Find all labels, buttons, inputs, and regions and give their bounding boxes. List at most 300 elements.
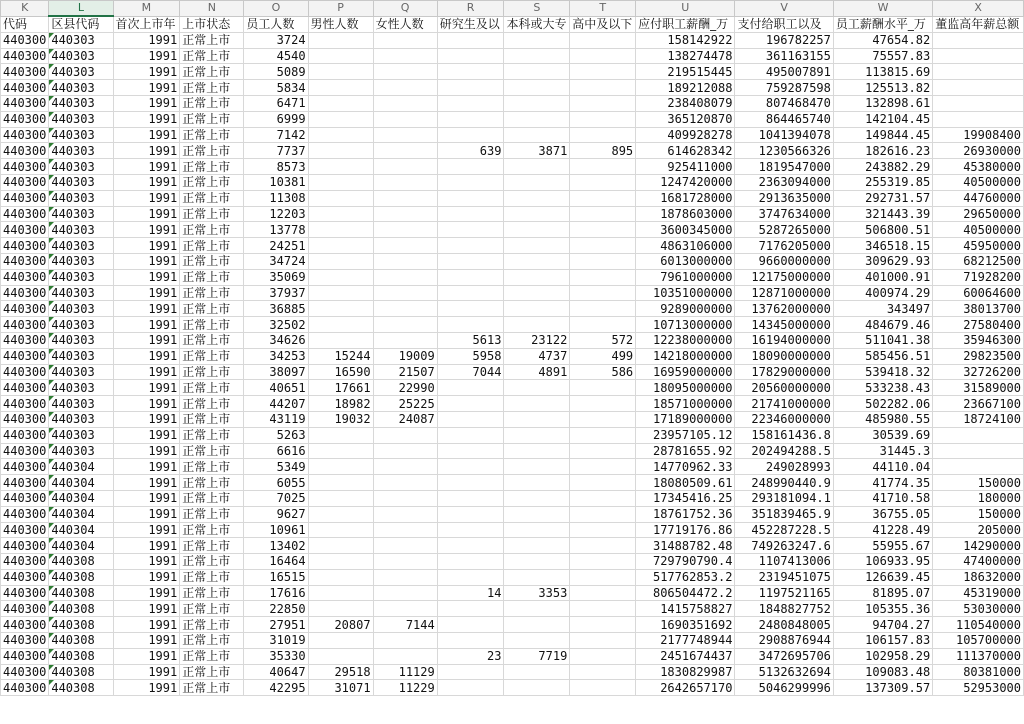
- cell[interactable]: [504, 396, 570, 412]
- cell[interactable]: [570, 238, 636, 254]
- cell[interactable]: 440300: [1, 506, 49, 522]
- cell[interactable]: [373, 601, 437, 617]
- cell[interactable]: 正常上市: [180, 332, 244, 348]
- cell[interactable]: [570, 190, 636, 206]
- cell[interactable]: 11229: [373, 680, 437, 696]
- cell[interactable]: 180000: [933, 490, 1024, 506]
- cell[interactable]: [373, 127, 437, 143]
- cell[interactable]: [933, 32, 1024, 48]
- cell[interactable]: 正常上市: [180, 206, 244, 222]
- cell[interactable]: 29823500: [933, 348, 1024, 364]
- cell[interactable]: 440300: [1, 396, 49, 412]
- cell[interactable]: 440300: [1, 238, 49, 254]
- cell[interactable]: 36755.05: [833, 506, 932, 522]
- cell[interactable]: [373, 317, 437, 333]
- cell[interactable]: 31019: [244, 633, 308, 649]
- cell[interactable]: 1230566326: [735, 143, 833, 159]
- cell[interactable]: [504, 238, 570, 254]
- cell[interactable]: 34724: [244, 253, 308, 269]
- cell[interactable]: 440300: [1, 475, 49, 491]
- cell[interactable]: 440303: [49, 159, 113, 175]
- cell[interactable]: [504, 633, 570, 649]
- cell[interactable]: [504, 301, 570, 317]
- cell[interactable]: 1991: [113, 380, 180, 396]
- cell[interactable]: 正常上市: [180, 111, 244, 127]
- cell[interactable]: 17189000000: [636, 411, 735, 427]
- cell[interactable]: 20807: [308, 617, 373, 633]
- cell[interactable]: 正常上市: [180, 680, 244, 696]
- cell[interactable]: 1690351692: [636, 617, 735, 633]
- cell[interactable]: 1991: [113, 538, 180, 554]
- cell[interactable]: [373, 222, 437, 238]
- cell[interactable]: 75557.83: [833, 48, 932, 64]
- cell[interactable]: [373, 301, 437, 317]
- cell[interactable]: 9660000000: [735, 253, 833, 269]
- cell[interactable]: [308, 174, 373, 190]
- cell[interactable]: 539418.32: [833, 364, 932, 380]
- cell[interactable]: 21507: [373, 364, 437, 380]
- cell[interactable]: 5613: [437, 332, 504, 348]
- cell[interactable]: 440300: [1, 174, 49, 190]
- cell[interactable]: 正常上市: [180, 648, 244, 664]
- cell[interactable]: [437, 554, 504, 570]
- cell[interactable]: 1415758827: [636, 601, 735, 617]
- cell[interactable]: 正常上市: [180, 285, 244, 301]
- cell[interactable]: 1819547000: [735, 159, 833, 175]
- cell[interactable]: 1991: [113, 490, 180, 506]
- cell[interactable]: 正常上市: [180, 538, 244, 554]
- cell[interactable]: 4863106000: [636, 238, 735, 254]
- cell[interactable]: 34253: [244, 348, 308, 364]
- cell[interactable]: [437, 285, 504, 301]
- cell[interactable]: 1991: [113, 238, 180, 254]
- cell[interactable]: [933, 64, 1024, 80]
- cell[interactable]: 13402: [244, 538, 308, 554]
- cell[interactable]: [308, 427, 373, 443]
- column-header-x[interactable]: X: [933, 1, 1024, 17]
- cell[interactable]: 11308: [244, 190, 308, 206]
- cell[interactable]: 495007891: [735, 64, 833, 80]
- cell[interactable]: [504, 664, 570, 680]
- cell[interactable]: 440300: [1, 633, 49, 649]
- cell[interactable]: 1197521165: [735, 585, 833, 601]
- cell[interactable]: [570, 490, 636, 506]
- cell[interactable]: 31589000: [933, 380, 1024, 396]
- cell[interactable]: 27951: [244, 617, 308, 633]
- cell[interactable]: 586: [570, 364, 636, 380]
- cell[interactable]: [570, 95, 636, 111]
- cell[interactable]: 正常上市: [180, 411, 244, 427]
- cell[interactable]: [308, 238, 373, 254]
- cell[interactable]: [373, 206, 437, 222]
- cell[interactable]: 440303: [49, 317, 113, 333]
- cell[interactable]: 36885: [244, 301, 308, 317]
- cell[interactable]: [437, 538, 504, 554]
- cell[interactable]: [570, 522, 636, 538]
- cell[interactable]: [373, 159, 437, 175]
- cell[interactable]: 24251: [244, 238, 308, 254]
- cell[interactable]: 106157.83: [833, 633, 932, 649]
- cell[interactable]: 1991: [113, 585, 180, 601]
- cell[interactable]: 2451674437: [636, 648, 735, 664]
- cell[interactable]: 807468470: [735, 95, 833, 111]
- cell[interactable]: [308, 601, 373, 617]
- cell[interactable]: 19032: [308, 411, 373, 427]
- cell[interactable]: [308, 317, 373, 333]
- cell[interactable]: 111370000: [933, 648, 1024, 664]
- cell[interactable]: [437, 48, 504, 64]
- cell[interactable]: 18632000: [933, 569, 1024, 585]
- cell[interactable]: [373, 48, 437, 64]
- cell[interactable]: [437, 427, 504, 443]
- cell[interactable]: [570, 32, 636, 48]
- cell[interactable]: 361163155: [735, 48, 833, 64]
- cell[interactable]: [308, 48, 373, 64]
- cell[interactable]: [373, 80, 437, 96]
- field-name-cell[interactable]: 本科或大专: [504, 16, 570, 32]
- cell[interactable]: 41774.35: [833, 475, 932, 491]
- cell[interactable]: 6055: [244, 475, 308, 491]
- cell[interactable]: [504, 459, 570, 475]
- cell[interactable]: 440303: [49, 174, 113, 190]
- cell[interactable]: 正常上市: [180, 159, 244, 175]
- cell[interactable]: 1991: [113, 554, 180, 570]
- cell[interactable]: 40500000: [933, 222, 1024, 238]
- cell[interactable]: 正常上市: [180, 633, 244, 649]
- cell[interactable]: [570, 538, 636, 554]
- cell[interactable]: 22990: [373, 380, 437, 396]
- cell[interactable]: [373, 238, 437, 254]
- cell[interactable]: [437, 174, 504, 190]
- column-header-q[interactable]: Q: [373, 1, 437, 17]
- cell[interactable]: 40647: [244, 664, 308, 680]
- cell[interactable]: 158161436.8: [735, 427, 833, 443]
- cell[interactable]: 440303: [49, 143, 113, 159]
- cell[interactable]: 440308: [49, 601, 113, 617]
- cell[interactable]: [437, 127, 504, 143]
- cell[interactable]: 182616.23: [833, 143, 932, 159]
- cell[interactable]: 440300: [1, 443, 49, 459]
- cell[interactable]: 正常上市: [180, 127, 244, 143]
- cell[interactable]: 20560000000: [735, 380, 833, 396]
- cell[interactable]: [308, 569, 373, 585]
- cell[interactable]: 18724100: [933, 411, 1024, 427]
- cell[interactable]: 1991: [113, 222, 180, 238]
- cell[interactable]: [437, 159, 504, 175]
- cell[interactable]: 506800.51: [833, 222, 932, 238]
- cell[interactable]: [504, 174, 570, 190]
- cell[interactable]: 351839465.9: [735, 506, 833, 522]
- cell[interactable]: 81895.07: [833, 585, 932, 601]
- cell[interactable]: [308, 538, 373, 554]
- cell[interactable]: [373, 143, 437, 159]
- cell[interactable]: 11129: [373, 664, 437, 680]
- cell[interactable]: 43119: [244, 411, 308, 427]
- cell[interactable]: [308, 332, 373, 348]
- cell[interactable]: [373, 269, 437, 285]
- cell[interactable]: [504, 522, 570, 538]
- cell[interactable]: 18095000000: [636, 380, 735, 396]
- cell[interactable]: 485980.55: [833, 411, 932, 427]
- cell[interactable]: 55955.67: [833, 538, 932, 554]
- cell[interactable]: [373, 253, 437, 269]
- cell[interactable]: 5046299996: [735, 680, 833, 696]
- cell[interactable]: 1991: [113, 633, 180, 649]
- cell[interactable]: 41228.49: [833, 522, 932, 538]
- cell[interactable]: 7044: [437, 364, 504, 380]
- cell[interactable]: 1991: [113, 475, 180, 491]
- cell[interactable]: [933, 459, 1024, 475]
- cell[interactable]: 14290000: [933, 538, 1024, 554]
- cell[interactable]: 196782257: [735, 32, 833, 48]
- cell[interactable]: [437, 269, 504, 285]
- cell[interactable]: [504, 64, 570, 80]
- cell[interactable]: 346518.15: [833, 238, 932, 254]
- cell[interactable]: 7737: [244, 143, 308, 159]
- cell[interactable]: 2480848005: [735, 617, 833, 633]
- cell[interactable]: 正常上市: [180, 601, 244, 617]
- cell[interactable]: [504, 317, 570, 333]
- cell[interactable]: [437, 206, 504, 222]
- cell[interactable]: 440300: [1, 190, 49, 206]
- cell[interactable]: 22850: [244, 601, 308, 617]
- cell[interactable]: [570, 459, 636, 475]
- cell[interactable]: [570, 506, 636, 522]
- cell[interactable]: [437, 301, 504, 317]
- field-name-cell[interactable]: 上市状态: [180, 16, 244, 32]
- cell[interactable]: [570, 285, 636, 301]
- cell[interactable]: 517762853.2: [636, 569, 735, 585]
- cell[interactable]: [504, 443, 570, 459]
- cell[interactable]: 5089: [244, 64, 308, 80]
- field-name-cell[interactable]: 应付职工薪酬_万: [636, 16, 735, 32]
- column-header-s[interactable]: S: [504, 1, 570, 17]
- cell[interactable]: [504, 269, 570, 285]
- cell[interactable]: 5349: [244, 459, 308, 475]
- cell[interactable]: 440304: [49, 538, 113, 554]
- cell[interactable]: [570, 380, 636, 396]
- cell[interactable]: 45380000: [933, 159, 1024, 175]
- cell[interactable]: 440300: [1, 554, 49, 570]
- cell[interactable]: 1991: [113, 190, 180, 206]
- cell[interactable]: 440303: [49, 380, 113, 396]
- cell[interactable]: 7144: [373, 617, 437, 633]
- cell[interactable]: [437, 253, 504, 269]
- cell[interactable]: 2913635000: [735, 190, 833, 206]
- cell[interactable]: [504, 159, 570, 175]
- cell[interactable]: 15244: [308, 348, 373, 364]
- cell[interactable]: [308, 111, 373, 127]
- cell[interactable]: 正常上市: [180, 317, 244, 333]
- cell[interactable]: 572: [570, 332, 636, 348]
- cell[interactable]: [308, 190, 373, 206]
- cell[interactable]: 149844.45: [833, 127, 932, 143]
- cell[interactable]: 5287265000: [735, 222, 833, 238]
- cell[interactable]: [504, 427, 570, 443]
- cell[interactable]: 1830829987: [636, 664, 735, 680]
- cell[interactable]: 8573: [244, 159, 308, 175]
- column-header-l[interactable]: L: [49, 1, 113, 17]
- cell[interactable]: 440300: [1, 222, 49, 238]
- column-header-p[interactable]: P: [308, 1, 373, 17]
- cell[interactable]: 440300: [1, 332, 49, 348]
- cell[interactable]: 440300: [1, 48, 49, 64]
- cell[interactable]: 1991: [113, 459, 180, 475]
- cell[interactable]: 41710.58: [833, 490, 932, 506]
- cell[interactable]: 71928200: [933, 269, 1024, 285]
- cell[interactable]: 6616: [244, 443, 308, 459]
- cell[interactable]: 7142: [244, 127, 308, 143]
- cell[interactable]: [570, 127, 636, 143]
- cell[interactable]: 31445.3: [833, 443, 932, 459]
- cell[interactable]: 440300: [1, 585, 49, 601]
- cell[interactable]: 14: [437, 585, 504, 601]
- cell[interactable]: 440303: [49, 443, 113, 459]
- cell[interactable]: [504, 127, 570, 143]
- cell[interactable]: 365120870: [636, 111, 735, 127]
- cell[interactable]: 5958: [437, 348, 504, 364]
- cell[interactable]: [373, 32, 437, 48]
- cell[interactable]: 409928278: [636, 127, 735, 143]
- cell[interactable]: 16194000000: [735, 332, 833, 348]
- cell[interactable]: 440300: [1, 601, 49, 617]
- cell[interactable]: [437, 522, 504, 538]
- cell[interactable]: 1991: [113, 680, 180, 696]
- cell[interactable]: 440300: [1, 301, 49, 317]
- cell[interactable]: 440300: [1, 32, 49, 48]
- cell[interactable]: 正常上市: [180, 190, 244, 206]
- cell[interactable]: [308, 127, 373, 143]
- cell[interactable]: 440308: [49, 648, 113, 664]
- column-header-n[interactable]: N: [180, 1, 244, 17]
- cell[interactable]: 14345000000: [735, 317, 833, 333]
- cell[interactable]: 1991: [113, 522, 180, 538]
- cell[interactable]: 19908400: [933, 127, 1024, 143]
- cell[interactable]: [570, 64, 636, 80]
- cell[interactable]: [437, 238, 504, 254]
- cell[interactable]: 614628342: [636, 143, 735, 159]
- cell[interactable]: [308, 633, 373, 649]
- cell[interactable]: [504, 285, 570, 301]
- field-name-cell[interactable]: 董监高年薪总额: [933, 16, 1024, 32]
- cell[interactable]: [933, 95, 1024, 111]
- cell[interactable]: [308, 95, 373, 111]
- cell[interactable]: 正常上市: [180, 585, 244, 601]
- cell[interactable]: [308, 64, 373, 80]
- cell[interactable]: 309629.93: [833, 253, 932, 269]
- cell[interactable]: [308, 459, 373, 475]
- cell[interactable]: 440300: [1, 348, 49, 364]
- cell[interactable]: [504, 206, 570, 222]
- cell[interactable]: 1991: [113, 664, 180, 680]
- cell[interactable]: 440304: [49, 506, 113, 522]
- cell[interactable]: 585456.51: [833, 348, 932, 364]
- cell[interactable]: 400974.29: [833, 285, 932, 301]
- cell[interactable]: 125513.82: [833, 80, 932, 96]
- cell[interactable]: 440300: [1, 143, 49, 159]
- cell[interactable]: 22346000000: [735, 411, 833, 427]
- cell[interactable]: 132898.61: [833, 95, 932, 111]
- cell[interactable]: 94704.27: [833, 617, 932, 633]
- cell[interactable]: [373, 490, 437, 506]
- cell[interactable]: 16464: [244, 554, 308, 570]
- cell[interactable]: 440308: [49, 633, 113, 649]
- cell[interactable]: [504, 111, 570, 127]
- cell[interactable]: 21741000000: [735, 396, 833, 412]
- field-name-cell[interactable]: 支付给职工以及: [735, 16, 833, 32]
- cell[interactable]: 35069: [244, 269, 308, 285]
- cell[interactable]: 1991: [113, 269, 180, 285]
- cell[interactable]: 正常上市: [180, 364, 244, 380]
- cell[interactable]: 440304: [49, 459, 113, 475]
- cell[interactable]: [570, 174, 636, 190]
- cell[interactable]: [570, 206, 636, 222]
- cell[interactable]: 5834: [244, 80, 308, 96]
- cell[interactable]: 26930000: [933, 143, 1024, 159]
- cell[interactable]: 321443.39: [833, 206, 932, 222]
- cell[interactable]: 7719: [504, 648, 570, 664]
- cell[interactable]: 440303: [49, 238, 113, 254]
- cell[interactable]: 25225: [373, 396, 437, 412]
- cell[interactable]: 3600345000: [636, 222, 735, 238]
- cell[interactable]: [570, 601, 636, 617]
- cell[interactable]: [373, 332, 437, 348]
- cell[interactable]: 44207: [244, 396, 308, 412]
- cell[interactable]: 5263: [244, 427, 308, 443]
- cell[interactable]: 440300: [1, 127, 49, 143]
- cell[interactable]: 1991: [113, 396, 180, 412]
- cell[interactable]: [308, 159, 373, 175]
- cell[interactable]: [373, 459, 437, 475]
- cell[interactable]: [437, 411, 504, 427]
- cell[interactable]: 113815.69: [833, 64, 932, 80]
- column-header-u[interactable]: U: [636, 1, 735, 17]
- cell[interactable]: [437, 506, 504, 522]
- cell[interactable]: 35946300: [933, 332, 1024, 348]
- cell[interactable]: 440303: [49, 427, 113, 443]
- cell[interactable]: [437, 80, 504, 96]
- cell[interactable]: 1041394078: [735, 127, 833, 143]
- cell[interactable]: 2908876944: [735, 633, 833, 649]
- cell[interactable]: 440300: [1, 569, 49, 585]
- cell[interactable]: 150000: [933, 475, 1024, 491]
- cell[interactable]: 440300: [1, 285, 49, 301]
- cell[interactable]: 401000.91: [833, 269, 932, 285]
- cell[interactable]: 4540: [244, 48, 308, 64]
- cell[interactable]: [437, 95, 504, 111]
- cell[interactable]: 24087: [373, 411, 437, 427]
- cell[interactable]: 30539.69: [833, 427, 932, 443]
- cell[interactable]: 137309.57: [833, 680, 932, 696]
- cell[interactable]: 925411000: [636, 159, 735, 175]
- cell[interactable]: [373, 111, 437, 127]
- cell[interactable]: 31488782.48: [636, 538, 735, 554]
- cell[interactable]: 3724: [244, 32, 308, 48]
- cell[interactable]: [308, 143, 373, 159]
- cell[interactable]: [933, 111, 1024, 127]
- cell[interactable]: 4737: [504, 348, 570, 364]
- cell[interactable]: 14218000000: [636, 348, 735, 364]
- cell[interactable]: 440300: [1, 159, 49, 175]
- cell[interactable]: 440300: [1, 95, 49, 111]
- cell[interactable]: [308, 32, 373, 48]
- cell[interactable]: 23122: [504, 332, 570, 348]
- cell[interactable]: 13762000000: [735, 301, 833, 317]
- cell[interactable]: 12175000000: [735, 269, 833, 285]
- cell[interactable]: 440304: [49, 475, 113, 491]
- cell[interactable]: 正常上市: [180, 80, 244, 96]
- cell[interactable]: [504, 411, 570, 427]
